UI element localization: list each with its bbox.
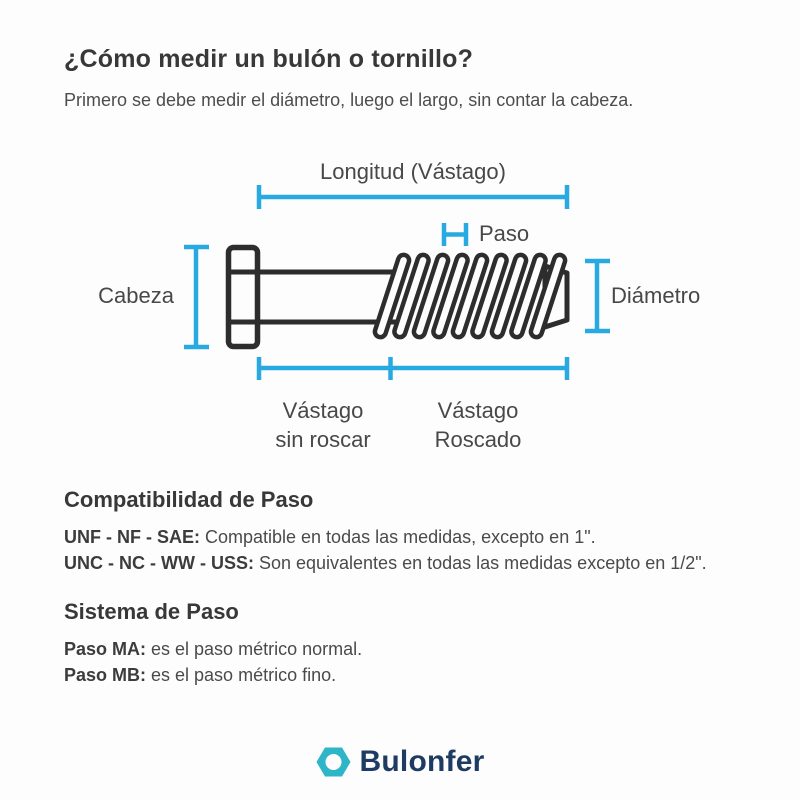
label-shank-threaded-line2: Roscado <box>434 427 522 452</box>
system-text-ma: es el paso métrico normal. <box>146 639 363 659</box>
brand-wordmark: Bulonfer <box>359 745 485 778</box>
label-shank-threaded <box>393 396 563 454</box>
label-pitch: Paso <box>479 221 530 246</box>
compat-term-unc: UNC - NC - WW - USS: <box>64 553 254 573</box>
compat-text-unf: Compatible en todas las medidas, excepto en 1". <box>199 527 596 547</box>
bolt-illustration <box>229 248 568 347</box>
section-pitch-compatibility <box>64 487 707 576</box>
hex-nut-icon <box>316 745 351 779</box>
system-term-ma: Paso MA: <box>64 639 147 659</box>
compat-line-unf <box>64 524 707 550</box>
page-subtitle: Primero se debe medir el diámetro, luego el largo, sin contar la cabeza. <box>64 90 634 110</box>
system-text-mb: es el paso métrico fino. <box>146 665 337 685</box>
label-shank-plain-line1: Vástago <box>282 398 364 423</box>
compat-text-unc: Son equivalentes en todas las medidas excepto en 1/2". <box>253 553 707 573</box>
label-shank-threaded-line1: Vástago <box>437 398 519 423</box>
label-shank-plain-line2: sin roscar <box>275 427 371 452</box>
label-length: Longitud (Vástago) <box>320 159 506 184</box>
page-title: ¿Cómo medir un bulón o tornillo? <box>64 45 474 73</box>
section-heading: Compatibilidad de Paso <box>64 487 314 512</box>
thread-crests <box>373 253 566 338</box>
hex-nut-hole <box>325 754 341 770</box>
section-pitch-system <box>64 599 362 688</box>
bolt-measurement-diagram <box>0 150 800 390</box>
bolt-head <box>229 248 258 347</box>
brand-footer <box>0 745 800 779</box>
system-term-mb: Paso MB: <box>64 665 147 685</box>
label-shank-plain <box>238 396 408 454</box>
system-line-ma <box>64 636 362 662</box>
compat-line-unc <box>64 550 707 576</box>
label-diameter: Diámetro <box>611 283 701 308</box>
label-head: Cabeza <box>98 283 174 308</box>
compat-term-unf: UNF - NF - SAE: <box>64 527 200 547</box>
section-heading: Sistema de Paso <box>64 599 239 624</box>
system-line-mb <box>64 662 362 688</box>
